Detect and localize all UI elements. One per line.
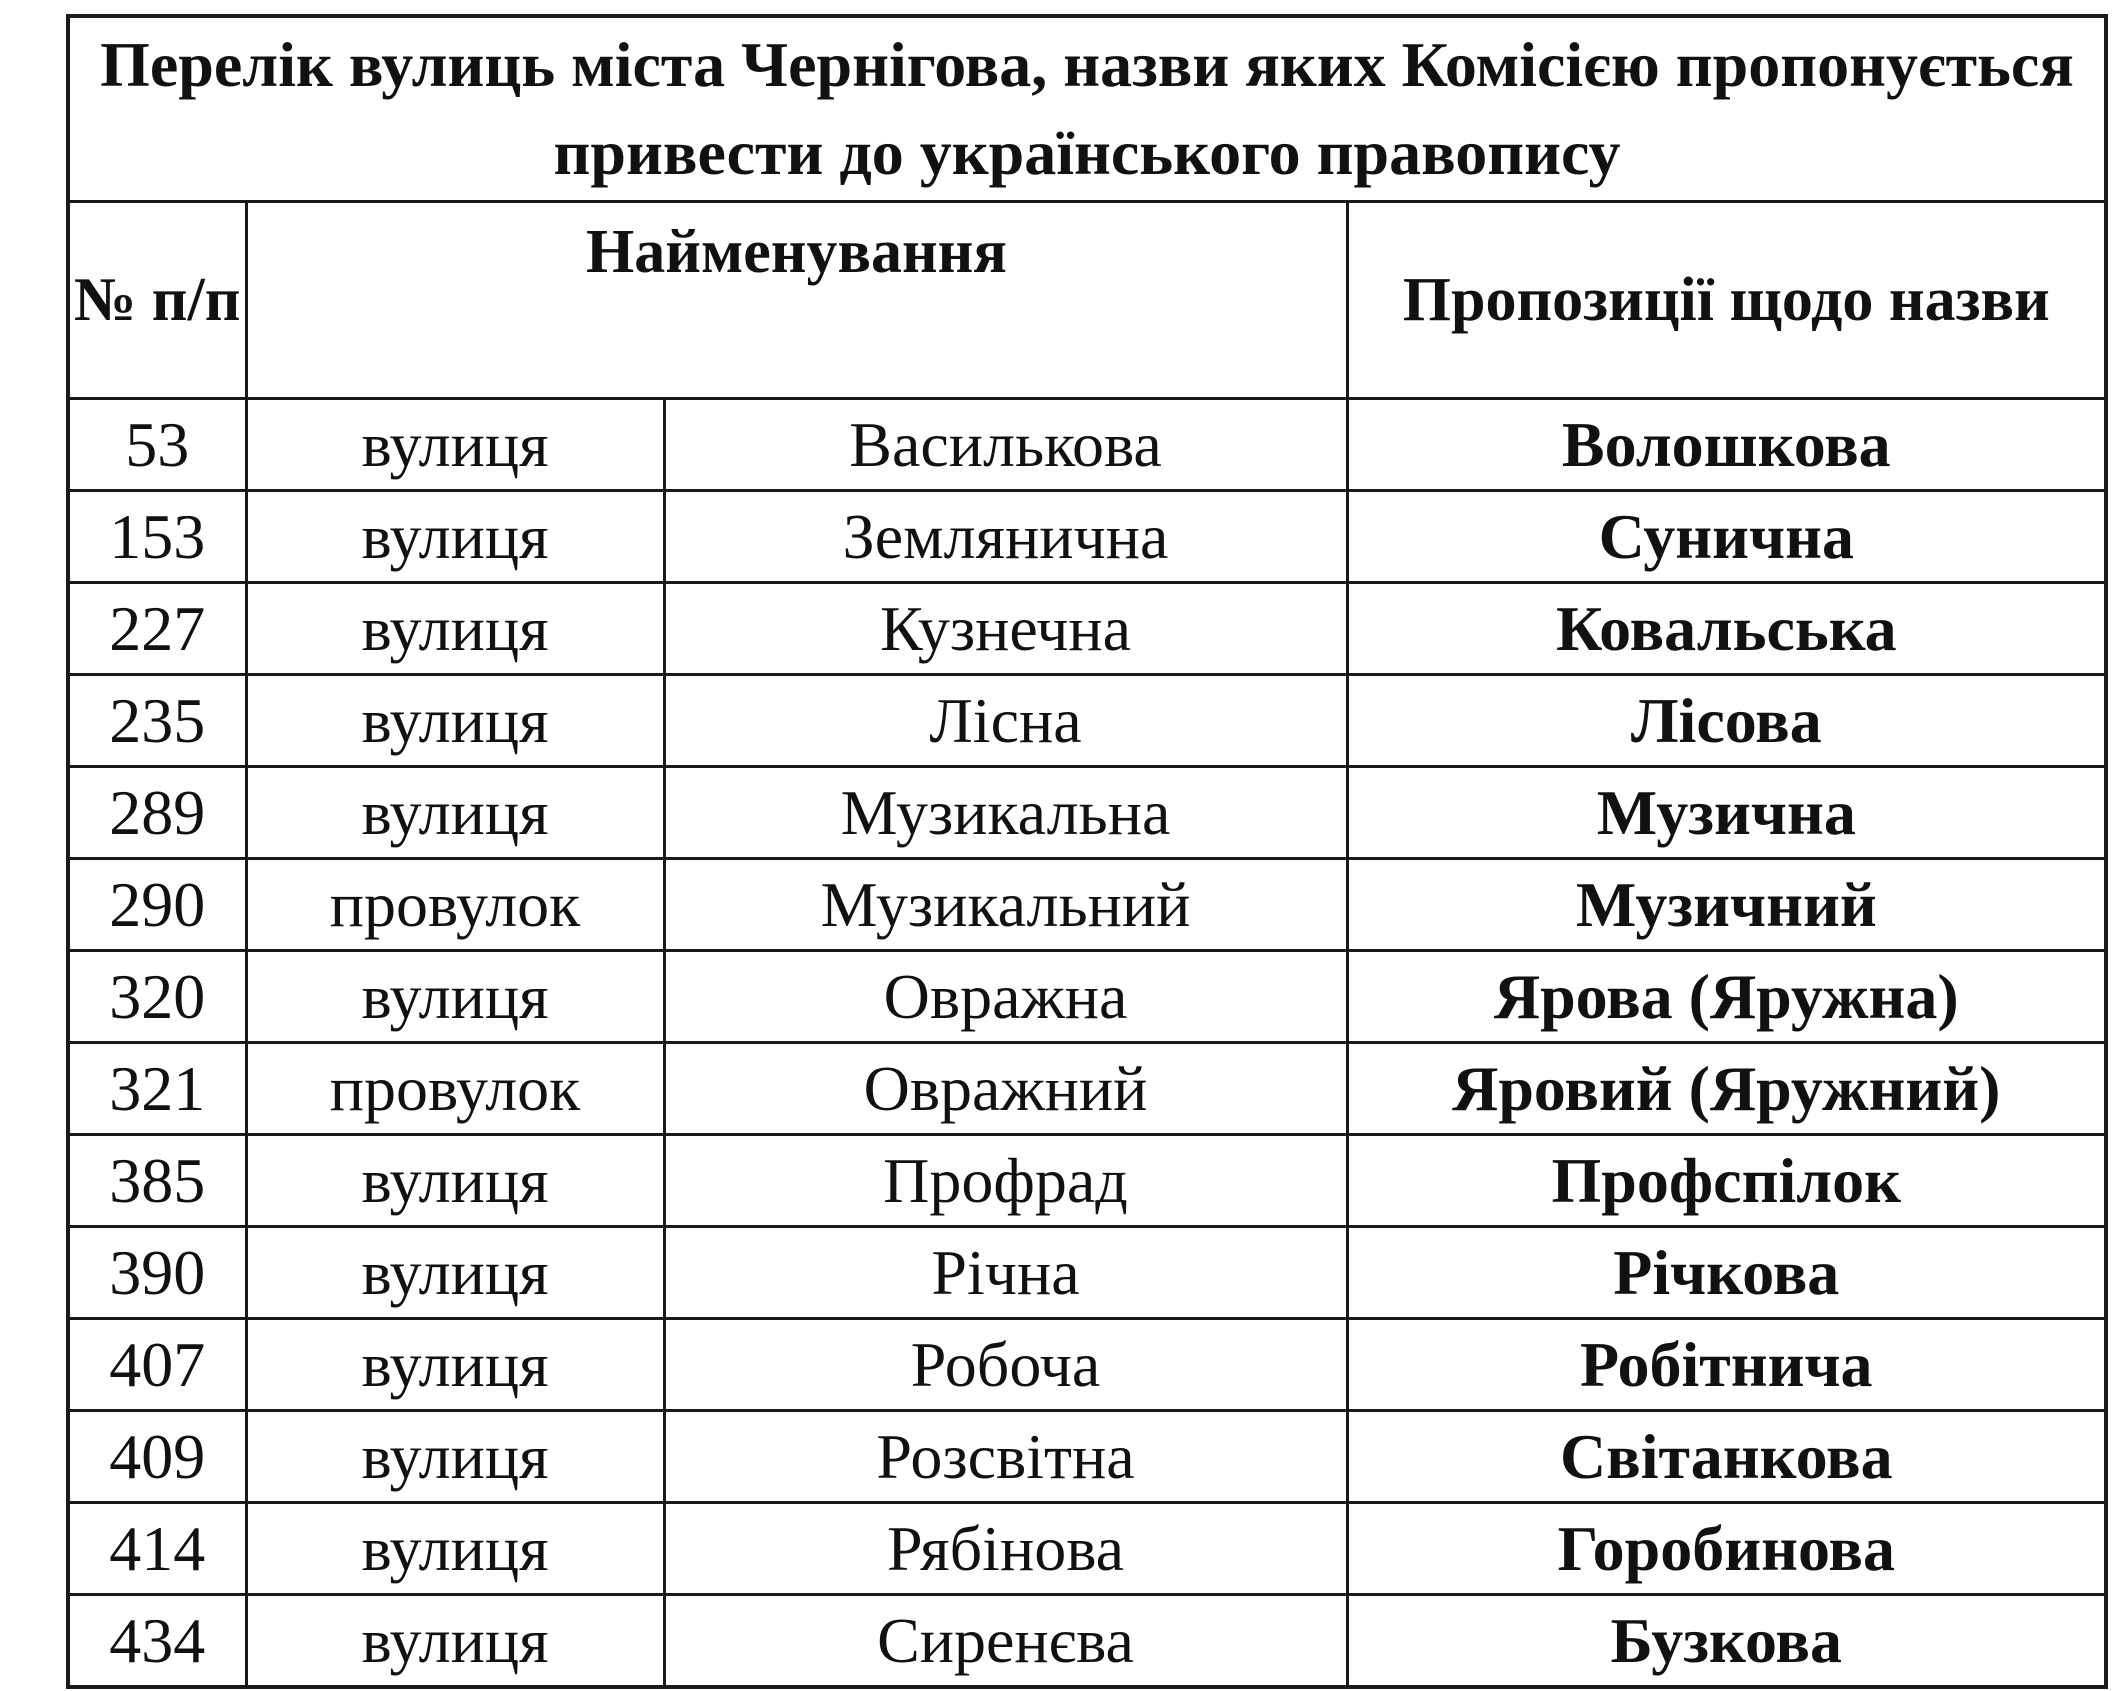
row-type: провулок [246, 859, 664, 951]
table-row [68, 951, 2106, 1043]
row-type: вулиця [246, 1319, 664, 1411]
row-number: 434 [68, 1595, 246, 1688]
row-number: 153 [68, 491, 246, 583]
row-type: вулиця [246, 1411, 664, 1503]
row-number: 385 [68, 1135, 246, 1227]
row-type: вулиця [246, 1135, 664, 1227]
row-type: вулиця [246, 1227, 664, 1319]
table-row [68, 491, 2106, 583]
table-row [68, 1503, 2106, 1595]
row-proposal: Волошкова [1347, 399, 2106, 491]
row-current-name: Розсвітна [664, 1411, 1347, 1503]
row-number: 289 [68, 767, 246, 859]
row-proposal: Музичний [1347, 859, 2106, 951]
row-number: 320 [68, 951, 246, 1043]
row-type: вулиця [246, 675, 664, 767]
title-row [68, 16, 2106, 202]
row-number: 321 [68, 1043, 246, 1135]
row-current-name: Василькова [664, 399, 1347, 491]
row-type: вулиця [246, 1595, 664, 1688]
table-row [68, 859, 2106, 951]
row-type: вулиця [246, 1503, 664, 1595]
row-current-name: Музикальна [664, 767, 1347, 859]
table-row [68, 767, 2106, 859]
header-number: № п/п [68, 202, 246, 399]
row-type: вулиця [246, 767, 664, 859]
row-type: вулиця [246, 583, 664, 675]
row-proposal: Горобинова [1347, 1503, 2106, 1595]
header-proposal: Пропозиції щодо назви [1347, 202, 2106, 399]
row-number: 290 [68, 859, 246, 951]
row-proposal: Музична [1347, 767, 2106, 859]
row-current-name: Профрад [664, 1135, 1347, 1227]
row-number: 407 [68, 1319, 246, 1411]
row-current-name: Землянична [664, 491, 1347, 583]
row-current-name: Сиренєва [664, 1595, 1347, 1688]
row-current-name: Музикальний [664, 859, 1347, 951]
row-current-name: Кузнечна [664, 583, 1347, 675]
row-proposal: Світанкова [1347, 1411, 2106, 1503]
table-row [68, 583, 2106, 675]
row-current-name: Робоча [664, 1319, 1347, 1411]
row-current-name: Річна [664, 1227, 1347, 1319]
table-row [68, 1135, 2106, 1227]
row-number: 409 [68, 1411, 246, 1503]
row-proposal: Сунична [1347, 491, 2106, 583]
streets-table [66, 14, 2108, 1689]
row-proposal: Ярова (Яружна) [1347, 951, 2106, 1043]
table-row [68, 399, 2106, 491]
table-row [68, 1319, 2106, 1411]
table-row [68, 675, 2106, 767]
row-proposal: Профспілок [1347, 1135, 2106, 1227]
header-row [68, 202, 2106, 399]
row-proposal: Бузкова [1347, 1595, 2106, 1688]
table-row [68, 1411, 2106, 1503]
table-row [68, 1043, 2106, 1135]
row-current-name: Рябінова [664, 1503, 1347, 1595]
row-type: вулиця [246, 491, 664, 583]
row-proposal: Яровий (Яружний) [1347, 1043, 2106, 1135]
row-type: вулиця [246, 399, 664, 491]
table-row [68, 1227, 2106, 1319]
row-proposal: Річкова [1347, 1227, 2106, 1319]
row-number: 53 [68, 399, 246, 491]
table-row [68, 1595, 2106, 1688]
row-proposal: Ковальська [1347, 583, 2106, 675]
row-number: 227 [68, 583, 246, 675]
row-current-name: Овражна [664, 951, 1347, 1043]
row-proposal: Робітнича [1347, 1319, 2106, 1411]
row-type: вулиця [246, 951, 664, 1043]
row-type: провулок [246, 1043, 664, 1135]
table-title: Перелік вулиць міста Чернігова, назви яких Комісією пропонується привести до українського правопису [68, 16, 2106, 202]
row-number: 235 [68, 675, 246, 767]
header-name: Найменування [246, 202, 1347, 399]
row-current-name: Овражний [664, 1043, 1347, 1135]
row-proposal: Лісова [1347, 675, 2106, 767]
row-number: 390 [68, 1227, 246, 1319]
row-current-name: Лісна [664, 675, 1347, 767]
row-number: 414 [68, 1503, 246, 1595]
